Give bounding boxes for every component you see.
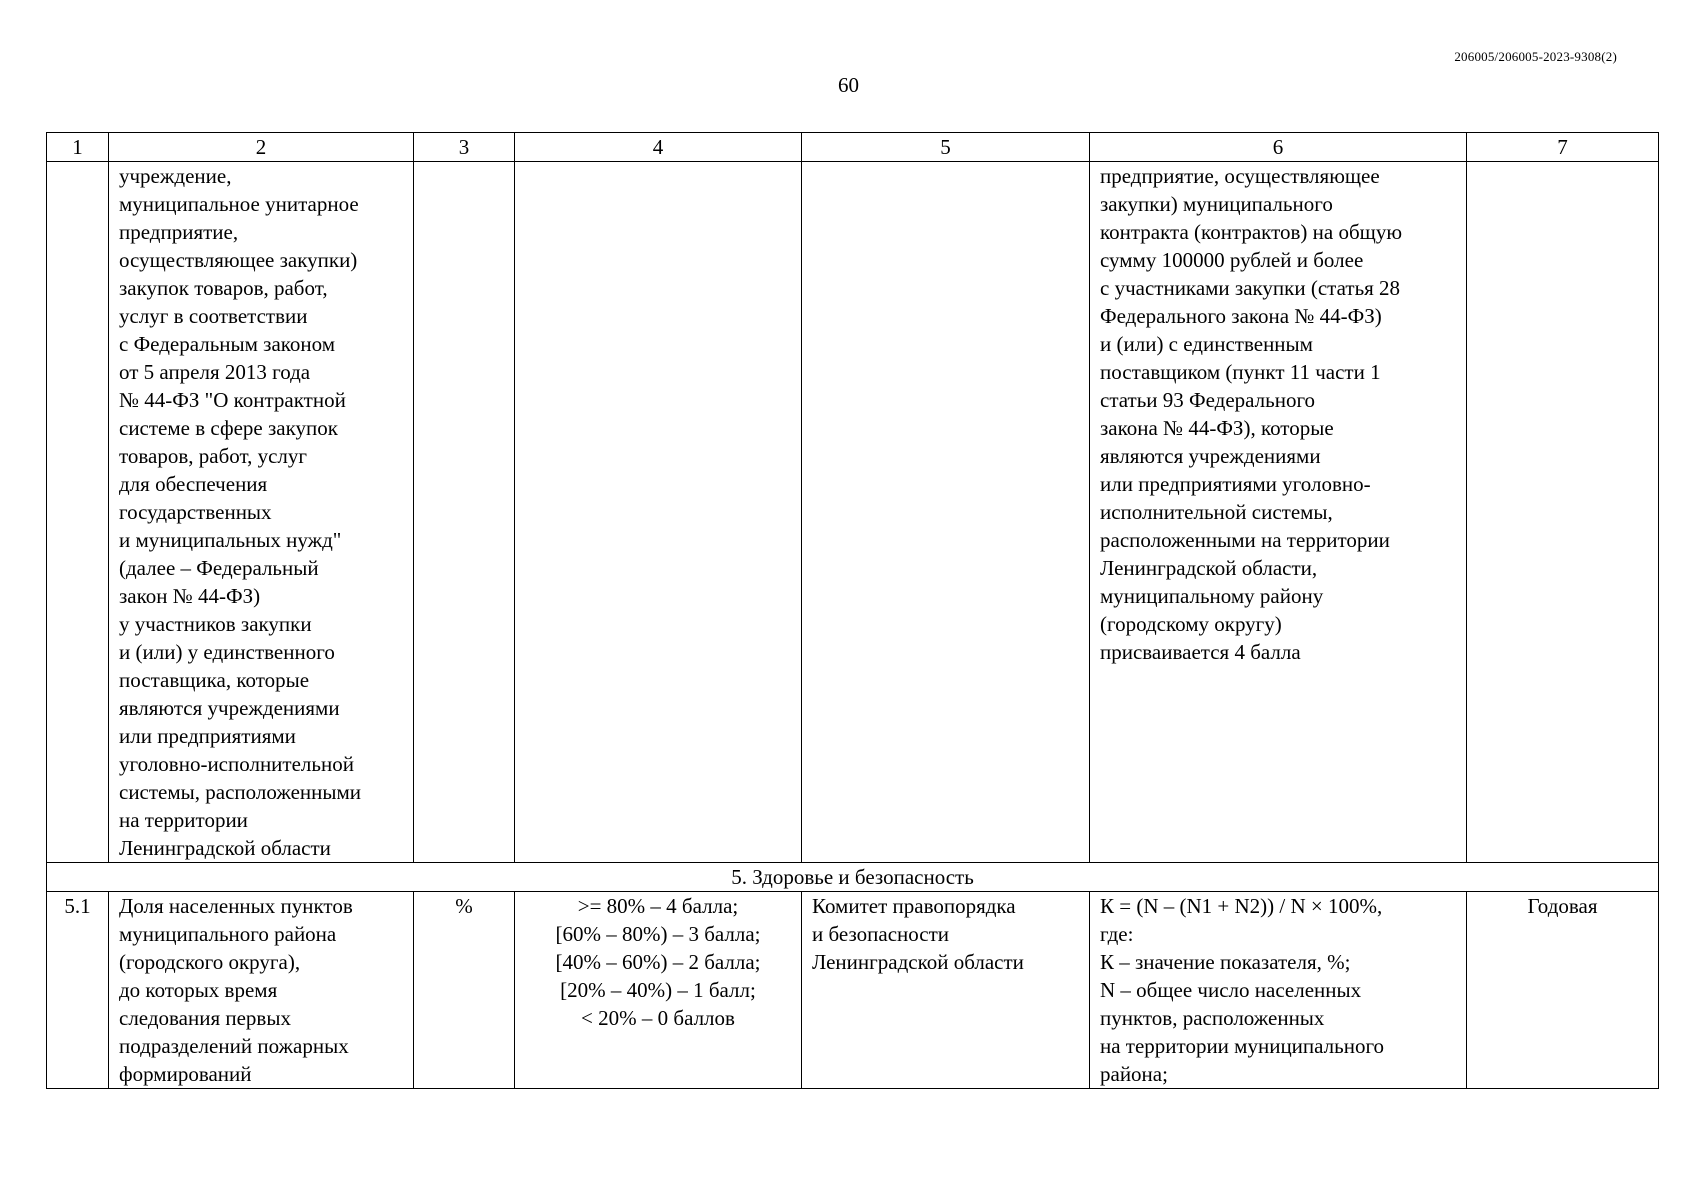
indicators-table xyxy=(46,132,1659,1089)
text-line: осуществляющее закупки) xyxy=(119,248,358,272)
responsible-body-cell xyxy=(802,892,1090,1089)
text-line: государственных xyxy=(119,500,272,524)
text-line: К = (N – (N1 + N2)) / N × 100%, xyxy=(1100,894,1383,918)
text-line: (городскому округу) xyxy=(1100,612,1282,636)
text-line: или предприятиями уголовно- xyxy=(1100,472,1371,496)
column-number-6: 6 xyxy=(1090,133,1467,162)
indicator-name-cell xyxy=(109,892,414,1089)
column-number-row xyxy=(47,133,1659,162)
page-number: 60 xyxy=(838,73,859,97)
text-line: [20% – 40%) – 1 балл; xyxy=(560,978,756,1002)
text-line: [60% – 80%) – 3 балла; xyxy=(555,922,761,946)
text-line: у участников закупки xyxy=(119,612,312,636)
text-line: закон № 44-ФЗ) xyxy=(119,584,261,608)
column-number-5: 5 xyxy=(802,133,1090,162)
score-cell xyxy=(515,892,802,1089)
text-line: муниципальное унитарное xyxy=(119,192,359,216)
text-line: и (или) с единственным xyxy=(1100,332,1313,356)
continued-indicator-cell xyxy=(109,162,414,863)
text-line: системы, расположенными xyxy=(119,780,362,804)
text-line: или предприятиями xyxy=(119,724,296,748)
continued-score-cell xyxy=(515,162,802,863)
text-line: (далее – Федеральный xyxy=(119,556,319,580)
continued-unit-cell xyxy=(414,162,515,863)
text-line: присваивается 4 балла xyxy=(1100,640,1301,664)
text-line: предприятие, xyxy=(119,220,239,244)
text-line: муниципальному району xyxy=(1100,584,1324,608)
text-line: закупок товаров, работ, xyxy=(119,276,328,300)
text-line: услуг в соответствии xyxy=(119,304,308,328)
text-line: № 44-ФЗ "О контрактной xyxy=(119,388,346,412)
row-number-cell: 5.1 xyxy=(47,892,109,1089)
text-line: поставщика, которые xyxy=(119,668,310,692)
column-number-4: 4 xyxy=(515,133,802,162)
text-line: с участниками закупки (статья 28 xyxy=(1100,276,1401,300)
section-header-row xyxy=(47,863,1659,892)
section-title: 5. Здоровье и безопасность xyxy=(47,863,1659,892)
text-line: сумму 100000 рублей и более xyxy=(1100,248,1364,272)
text-line: от 5 апреля 2013 года xyxy=(119,360,311,384)
text-line: предприятие, осуществляющее xyxy=(1100,164,1380,188)
text-line: [40% – 60%) – 2 балла; xyxy=(555,950,761,974)
text-line: где: xyxy=(1100,922,1134,946)
text-line: Ленинградской области xyxy=(812,950,1024,974)
text-line: Доля населенных пунктов xyxy=(119,894,353,918)
text-line: являются учреждениями xyxy=(119,696,340,720)
table-row-5-1 xyxy=(47,892,1659,1089)
text-line: для обеспечения xyxy=(119,472,268,496)
text-line: (городского округа), xyxy=(119,950,301,974)
text-line: и муниципальных нужд" xyxy=(119,528,342,552)
text-line: на территории xyxy=(119,808,248,832)
text-line: закона № 44-ФЗ), которые xyxy=(1100,416,1334,440)
text-line: на территории муниципального xyxy=(1100,1034,1385,1058)
text-line: Комитет правопорядка xyxy=(812,894,1016,918)
calculation-method-cell xyxy=(1090,892,1467,1089)
column-number-7: 7 xyxy=(1467,133,1659,162)
text-line: К – значение показателя, %; xyxy=(1100,950,1351,974)
text-line: исполнительной системы, xyxy=(1100,500,1333,524)
text-line: системе в сфере закупок xyxy=(119,416,338,440)
text-line: товаров, работ, услуг xyxy=(119,444,308,468)
text-line: Федерального закона № 44-ФЗ) xyxy=(1100,304,1382,328)
unit-cell: % xyxy=(414,892,515,1089)
column-number-2: 2 xyxy=(109,133,414,162)
text-line: статьи 93 Федерального xyxy=(1100,388,1316,412)
text-line: и (или) у единственного xyxy=(119,640,335,664)
text-line: Ленинградской области xyxy=(119,836,331,860)
text-line: поставщиком (пункт 11 части 1 xyxy=(1100,360,1381,384)
continued-number-cell xyxy=(47,162,109,863)
column-number-3: 3 xyxy=(414,133,515,162)
text-line: уголовно-исполнительной xyxy=(119,752,354,776)
text-line: следования первых xyxy=(119,1006,291,1030)
continued-responsible-cell xyxy=(802,162,1090,863)
continued-method-cell xyxy=(1090,162,1467,863)
text-line: расположенными на территории xyxy=(1100,528,1390,552)
text-line: >= 80% – 4 балла; xyxy=(577,894,739,918)
text-line: и безопасности xyxy=(812,922,950,946)
text-line: пунктов, расположенных xyxy=(1100,1006,1325,1030)
text-line: Ленинградской области, xyxy=(1100,556,1318,580)
text-line: формирований xyxy=(119,1062,252,1086)
text-line: < 20% – 0 баллов xyxy=(581,1006,735,1030)
text-line: закупки) муниципального xyxy=(1100,192,1333,216)
document-id: 206005/206005-2023-9308(2) xyxy=(1454,49,1617,64)
text-line: N – общее число населенных xyxy=(1100,978,1362,1002)
text-line: подразделений пожарных xyxy=(119,1034,349,1058)
text-line: района; xyxy=(1100,1062,1168,1086)
text-line: контракта (контрактов) на общую xyxy=(1100,220,1403,244)
periodicity-cell: Годовая xyxy=(1467,892,1659,1089)
text-line: с Федеральным законом xyxy=(119,332,336,356)
text-line: до которых время xyxy=(119,978,278,1002)
text-line: учреждение, xyxy=(119,164,232,188)
continued-periodicity-cell xyxy=(1467,162,1659,863)
text-line: являются учреждениями xyxy=(1100,444,1321,468)
table-row-continued xyxy=(47,162,1659,863)
text-line: муниципального района xyxy=(119,922,337,946)
column-number-1: 1 xyxy=(47,133,109,162)
